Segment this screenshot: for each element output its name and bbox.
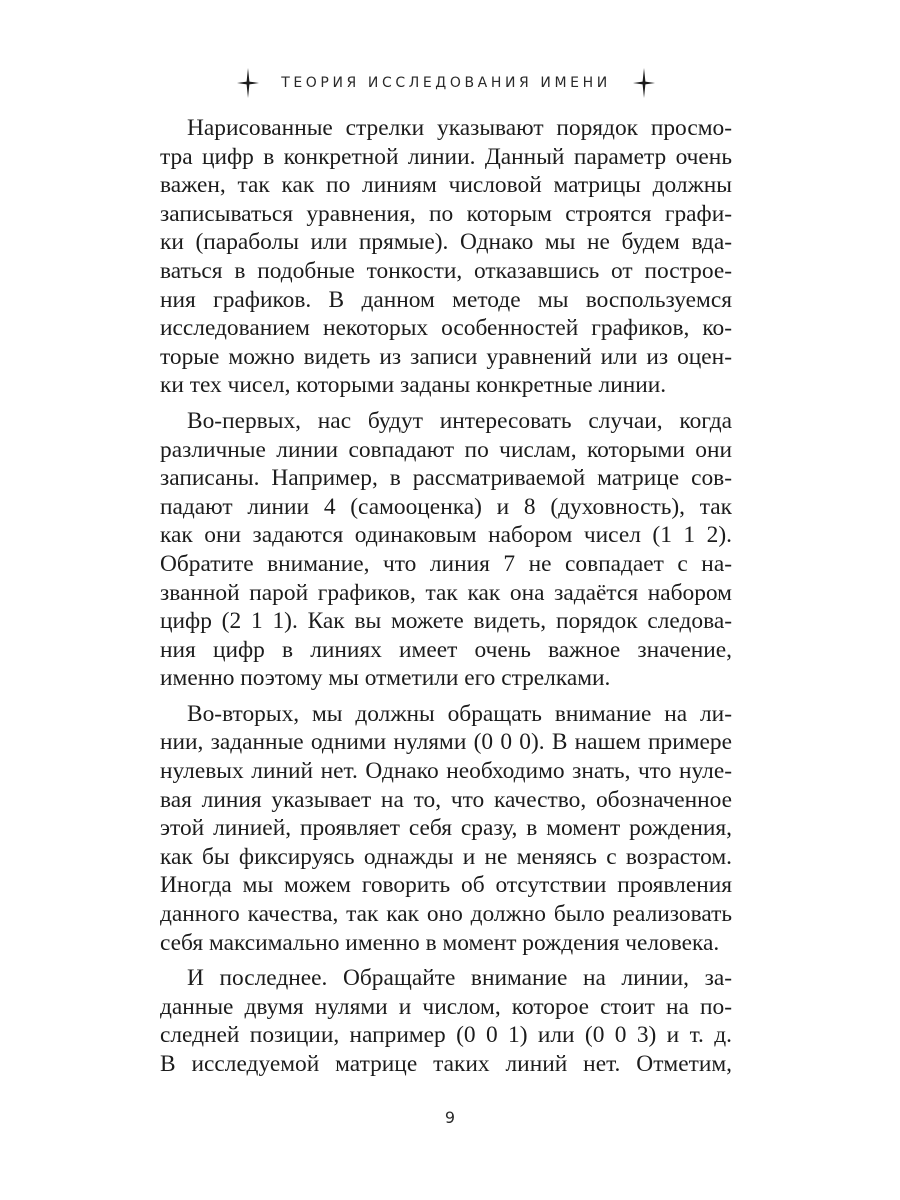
text-line: ния графиков. В данном методе мы воспользуемся [160,286,732,313]
paragraph [160,407,732,693]
paragraph [160,700,732,957]
text-line: именно поэтому мы отметили его стрелками. [160,665,611,692]
text-line: ки тех чисел, которыми заданы конкретные линии. [160,372,667,399]
text-line: исследованием некоторых особенностей графиков, ко- [160,315,732,342]
text-line: следней позиции, например (0 0 1) или (0 0 3) и т. д. [160,1022,732,1049]
header-title: ТЕОРИЯ ИССЛЕДОВАНИЯ ИМЕНИ [281,75,611,91]
body-text [160,114,732,1086]
text-line: нулевых линий нет. Однако необходимо знать, что нуле- [160,758,732,785]
text-line: падают линии 4 (самооценка) и 8 (духовность), так [160,493,732,520]
text-line: Во-первых, нас будут интересовать случаи, когда [187,407,732,434]
text-line: торые можно видеть из записи уравнений или из оцен- [160,343,732,370]
text-line: важен, так как по линиям числовой матрицы должны [160,172,732,199]
text-line: Обратите внимание, что линия 7 не совпадает с на- [160,550,732,577]
text-line: различные линии совпадают по числам, которыми они [160,436,732,463]
text-line: как бы фиксируясь однажды и не меняясь с возрастом. [160,843,732,870]
text-line: себя максимально именно в момент рождения человека. [160,929,720,956]
text-line: данные двумя нулями и числом, которое стоит на по- [160,993,732,1020]
text-line: тра цифр в конкретной линии. Данный параметр очень [160,143,732,170]
text-line: записываться уравнения, по которым строятся графи- [160,200,732,227]
text-line: ваться в подобные тонкости, отказавшись от построе- [160,257,732,284]
text-line: И последнее. Обращайте внимание на линии, за- [187,965,732,992]
paragraph [160,114,732,400]
text-line: этой линией, проявляет себя сразу, в момент рождения, [160,815,732,842]
text-line: Во-вторых, мы должны обращать внимание на ли- [187,700,732,727]
text-line: записаны. Например, в рассматриваемой матрице сов- [160,465,732,492]
running-header [160,66,732,100]
text-line: ки (параболы или прямые). Однако мы не будем вда- [160,229,732,256]
four-point-star-icon [237,68,259,98]
text-line: как они задаются одинаковым набором чисел (1 1 2). [160,522,732,549]
text-line: вая линия указывает на то, что качество, обозначенное [160,786,732,813]
text-line: данного качества, так как оно должно было реализовать [160,901,732,928]
text-line: Нарисованные стрелки указывают порядок просмо- [187,115,732,141]
text-line: нии, заданные одними нулями (0 0 0). В нашем примере [160,729,732,756]
page-number: 9 [444,1108,456,1127]
text-line: ния цифр в линиях имеет очень важное значение, [160,636,732,663]
text-line: Иногда мы можем говорить об отсутствии проявления [160,872,732,899]
paragraph [160,964,732,1078]
text-line: В исследуемой матрице таких линий нет. Отметим, [160,1051,732,1077]
text-line: званной парой графиков, так как она задаётся набором [160,579,732,606]
text-line: цифр (2 1 1). Как вы можете видеть, порядок следова- [160,608,732,635]
four-point-star-icon [633,68,655,98]
